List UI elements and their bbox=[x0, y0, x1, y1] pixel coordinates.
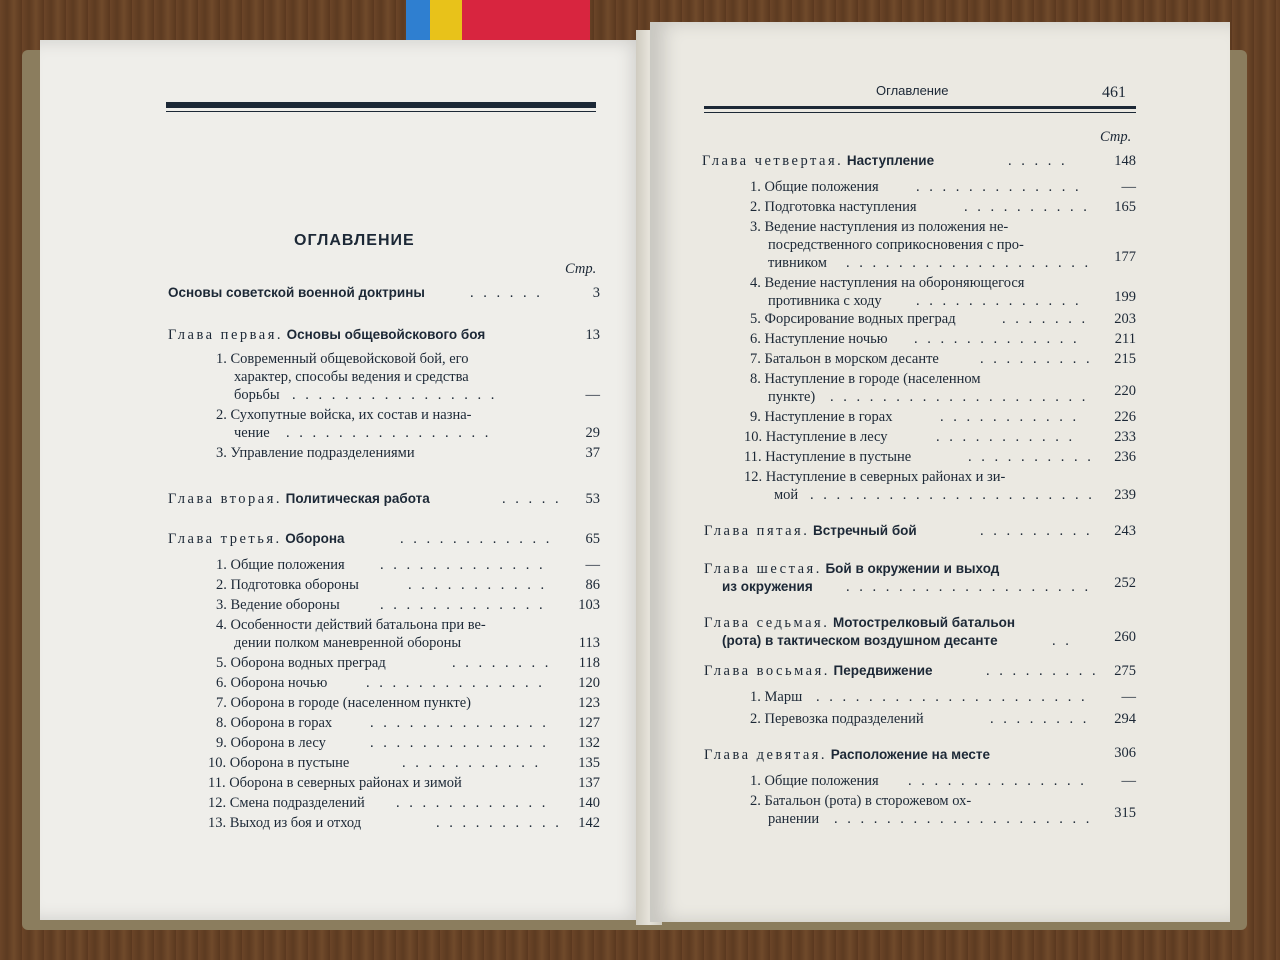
toc-item: 9. Наступление в горах bbox=[750, 409, 893, 425]
toc-item: 12. Наступление в северных районах и зи- bbox=[744, 469, 1006, 485]
dot-leader: . . . . . . . . . . bbox=[968, 449, 1094, 465]
toc-page: 233 bbox=[1114, 429, 1136, 445]
toc-page: — bbox=[585, 557, 600, 573]
toc-page: 211 bbox=[1114, 331, 1136, 347]
toc-page: 137 bbox=[578, 775, 600, 791]
toc-item: 4. Особенности действий батальона при ве- bbox=[216, 617, 486, 633]
toc-item: 8. Оборона в горах bbox=[216, 715, 333, 731]
toc-page: 65 bbox=[585, 531, 600, 547]
toc-page: 306 bbox=[1114, 745, 1136, 761]
toc-chapter-1: Глава первая. Основы общевойскового боя bbox=[168, 327, 486, 343]
dot-leader: . . . . . bbox=[502, 491, 562, 507]
toc-item: 3. Ведение наступления из положения не- bbox=[750, 219, 1009, 235]
toc-page: 239 bbox=[1114, 487, 1136, 503]
toc-page: — bbox=[1121, 179, 1136, 195]
toc-item: 9. Оборона в лесу bbox=[216, 735, 326, 751]
dot-leader: . . . . . . . . . . . . . bbox=[914, 331, 1080, 347]
dot-leader: . . . . . . . . . . bbox=[436, 815, 562, 831]
toc-page: 13 bbox=[585, 327, 600, 343]
toc-title: ОГЛАВЛЕНИЕ bbox=[294, 232, 415, 249]
bookmark-red bbox=[462, 0, 590, 40]
dot-leader: . . . . . . . . . . . . . . . . . . . . bbox=[834, 811, 1093, 827]
toc-item-cont: посредственного соприкосновения с про- bbox=[768, 237, 1024, 253]
toc-item: 11. Наступление в пустыне bbox=[744, 449, 912, 465]
toc-page: 252 bbox=[1114, 575, 1136, 591]
toc-page: 260 bbox=[1114, 629, 1136, 645]
dot-leader: . . . . . . . . . . . . bbox=[396, 795, 549, 811]
dot-leader: . . . . . . . . . . . bbox=[936, 429, 1076, 445]
toc-chapter-4: Глава четвертая. Наступление bbox=[702, 153, 935, 169]
toc-chapter-2: Глава вторая. Политическая работа bbox=[168, 491, 430, 507]
toc-page: — bbox=[585, 387, 600, 403]
toc-chapter-7: Глава седьмая. Мотострелковый батальон bbox=[704, 615, 1016, 631]
dot-leader: . . . . . . . . bbox=[452, 655, 552, 671]
toc-page: 120 bbox=[578, 675, 600, 691]
toc-page: 29 bbox=[585, 425, 600, 441]
toc-page: — bbox=[1121, 773, 1136, 789]
toc-item: 6. Оборона ночью bbox=[216, 675, 328, 691]
dot-leader: . . . . . . . . . bbox=[980, 351, 1093, 367]
toc-page: 118 bbox=[578, 655, 600, 671]
toc-item-cont: мой bbox=[774, 487, 799, 503]
toc-page: 53 bbox=[585, 491, 600, 507]
toc-item: 1. Марш bbox=[750, 689, 803, 705]
dot-leader: . . . . . . . . . . . bbox=[940, 409, 1080, 425]
toc-page: 315 bbox=[1114, 805, 1136, 821]
dot-leader: . . . . . . . . . . . . . bbox=[916, 293, 1082, 309]
toc-item-cont: чение bbox=[234, 425, 270, 441]
toc-page: 243 bbox=[1114, 523, 1136, 539]
toc-page: 127 bbox=[578, 715, 600, 731]
toc-item: 5. Форсирование водных преград bbox=[750, 311, 956, 327]
dot-leader: . . . . . . . . . . . . bbox=[400, 531, 553, 547]
dot-leader: . . . . . . . . . . . . . bbox=[916, 179, 1082, 195]
toc-item: 1. Общие положения bbox=[750, 773, 879, 789]
toc-chapter-6: Глава шестая. Бой в окружении и выход bbox=[704, 561, 1000, 577]
toc-page: 37 bbox=[585, 445, 600, 461]
toc-page: 294 bbox=[1114, 711, 1136, 727]
dot-leader: . . bbox=[1052, 633, 1072, 649]
toc-page: 103 bbox=[578, 597, 600, 613]
dot-leader: . . . . . . . . bbox=[990, 711, 1090, 727]
toc-page: 215 bbox=[1114, 351, 1136, 367]
dot-leader: . . . . . . . . . . . . . . . . . . . bbox=[846, 579, 1092, 595]
toc-page: 275 bbox=[1114, 663, 1136, 679]
dot-leader: . . . . . . . . . . . . . . bbox=[366, 675, 545, 691]
page-column-label: Стр. bbox=[565, 261, 597, 277]
toc-page: 177 bbox=[1114, 249, 1136, 265]
toc-page: — bbox=[1121, 689, 1136, 705]
toc-entry-doctrine: Основы советской военной доктрины bbox=[168, 285, 425, 300]
toc-page: 86 bbox=[585, 577, 600, 593]
dot-leader: . . . . . bbox=[1008, 153, 1068, 169]
left-page bbox=[40, 40, 648, 920]
toc-item: 13. Выход из боя и отход bbox=[208, 815, 362, 831]
toc-item: 12. Смена подразделений bbox=[208, 795, 365, 811]
toc-chapter-3: Глава третья. Оборона bbox=[168, 531, 345, 547]
toc-item: 1. Общие положения bbox=[750, 179, 879, 195]
toc-item-cont: характер, способы ведения и средства bbox=[234, 369, 469, 385]
right-page bbox=[650, 22, 1230, 922]
running-header: Оглавление bbox=[876, 83, 949, 98]
toc-item: 10. Оборона в пустыне bbox=[208, 755, 350, 771]
toc-item-cont: противника с ходу bbox=[768, 293, 882, 309]
dot-leader: . . . . . . . . . . . . . . . . bbox=[292, 387, 498, 403]
toc-item: 8. Наступление в городе (населенном bbox=[750, 371, 981, 387]
toc-page: 113 bbox=[578, 635, 600, 651]
dot-leader: . . . . . . . . . . . . . . . . . . . . . bbox=[816, 689, 1088, 705]
dot-leader: . . . . . . . . . . . . . . . . . . . . bbox=[830, 389, 1089, 405]
dot-leader: . . . . . . . . . . bbox=[964, 199, 1090, 215]
toc-item-cont: дении полком маневренной обороны bbox=[234, 635, 462, 651]
toc-item-cont: пункте) bbox=[768, 389, 816, 405]
toc-item: 2. Батальон (рота) в сторожевом ох- bbox=[750, 793, 972, 809]
dot-leader: . . . . . . . . . bbox=[986, 663, 1099, 679]
dot-leader: . . . . . . . . . . . . . . bbox=[370, 735, 549, 751]
page-number: 461 bbox=[1102, 84, 1126, 101]
toc-item: 2. Подготовка обороны bbox=[216, 577, 359, 593]
toc-chapter-7-cont: (рота) в тактическом воздушном десанте bbox=[722, 633, 998, 648]
dot-leader: . . . . . . . bbox=[1002, 311, 1089, 327]
toc-page: 226 bbox=[1114, 409, 1136, 425]
toc-chapter-9: Глава девятая. Расположение на месте bbox=[704, 747, 991, 763]
toc-item-cont: ранении bbox=[768, 811, 820, 827]
toc-page: 236 bbox=[1114, 449, 1136, 465]
dot-leader: . . . . . . . . . . . bbox=[402, 755, 542, 771]
dot-leader: . . . . . . . . . . . . . bbox=[380, 557, 546, 573]
dot-leader: . . . . . . . . . . . . . . . . . . . bbox=[846, 255, 1092, 271]
toc-item: 1. Общие положения bbox=[216, 557, 345, 573]
toc-item-cont: тивником bbox=[768, 255, 827, 271]
toc-item: 7. Оборона в городе (населенном пункте) bbox=[216, 695, 472, 711]
toc-item: 4. Ведение наступления на обороняющегося bbox=[750, 275, 1025, 291]
toc-item: 3. Управление подразделениями bbox=[216, 445, 415, 461]
toc-page: 135 bbox=[578, 755, 600, 771]
toc-item: 6. Наступление ночью bbox=[750, 331, 888, 347]
bookmark-blue bbox=[406, 0, 430, 40]
dot-leader: . . . . . . . . . . . . . . bbox=[908, 773, 1087, 789]
dot-leader: . . . . . . . . . . . . . . . . bbox=[286, 425, 492, 441]
dot-leader: . . . . . . . . . . . bbox=[408, 577, 548, 593]
left-header-rule bbox=[166, 102, 596, 108]
toc-page: 142 bbox=[578, 815, 600, 831]
toc-page: 199 bbox=[1114, 289, 1136, 305]
toc-page: 148 bbox=[1114, 153, 1136, 169]
toc-item: 3. Ведение обороны bbox=[216, 597, 340, 613]
toc-item: 2. Подготовка наступления bbox=[750, 199, 917, 215]
toc-page: 165 bbox=[1114, 199, 1136, 215]
page-column-label: Стр. bbox=[1100, 129, 1132, 145]
toc-item: 2. Сухопутные войска, их состав и назна- bbox=[216, 407, 472, 423]
toc-page: 220 bbox=[1114, 383, 1136, 399]
dot-leader: . . . . . . bbox=[470, 285, 543, 301]
toc-chapter-8: Глава восьмая. Передвижение bbox=[704, 663, 933, 679]
toc-item: 11. Оборона в северных районах и зимой bbox=[208, 775, 462, 791]
toc-page: 3 bbox=[592, 285, 600, 301]
toc-page: 140 bbox=[578, 795, 600, 811]
toc-page: 203 bbox=[1114, 311, 1136, 327]
toc-chapter-6-cont: из окружения bbox=[722, 579, 813, 594]
dot-leader: . . . . . . . . . . . . . bbox=[380, 597, 546, 613]
toc-item-cont: борьбы bbox=[234, 387, 280, 403]
dot-leader: . . . . . . . . . . . . . . . . . . . . . . bbox=[810, 487, 1095, 503]
dot-leader: . . . . . . . . . bbox=[980, 523, 1093, 539]
toc-item: 5. Оборона водных преград bbox=[216, 655, 386, 671]
toc-item: 7. Батальон в морском десанте bbox=[750, 351, 939, 367]
toc-page: 123 bbox=[578, 695, 600, 711]
right-header-rule bbox=[704, 106, 1136, 109]
bookmark-yellow bbox=[430, 0, 462, 40]
toc-page: 132 bbox=[578, 735, 600, 751]
toc-chapter-5: Глава пятая. Встречный бой bbox=[704, 523, 917, 539]
toc-item: 1. Современный общевойсковой бой, его bbox=[216, 351, 469, 367]
toc-item: 10. Наступление в лесу bbox=[744, 429, 888, 445]
toc-item: 2. Перевозка подразделений bbox=[750, 711, 924, 727]
dot-leader: . . . . . . . . . . . . . . bbox=[370, 715, 549, 731]
